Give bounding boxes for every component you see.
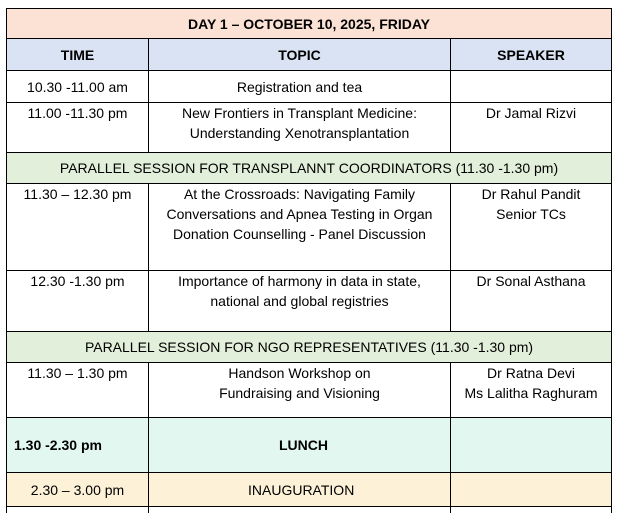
column-header-row (7, 39, 612, 71)
session-time: 12.30 -1.30 pm (7, 271, 149, 332)
parallel-session-header (7, 332, 612, 363)
col-time-header: TIME (7, 39, 149, 71)
topic-line: New Frontiers in Transplant Medicine: (182, 105, 417, 121)
session-time: 11.30 – 1.30 pm (7, 363, 149, 418)
session-topic (149, 363, 451, 418)
table-row (7, 363, 612, 418)
table-row (7, 271, 612, 332)
inauguration-time: 2.30 – 3.00 pm (7, 473, 149, 507)
lunch-label: LUNCH (149, 418, 451, 473)
topic-line: Handson Workshop on (228, 365, 371, 381)
session-topic (149, 103, 451, 153)
session-speaker (451, 363, 612, 418)
table-row-partial (7, 507, 612, 513)
table-row (7, 184, 612, 271)
table-row (7, 103, 612, 153)
lunch-time: 1.30 -2.30 pm (7, 418, 149, 473)
topic-line: Understanding Xenotransplantation (189, 125, 410, 141)
inauguration-speaker (451, 473, 612, 507)
session-time: 11.00 -11.30 pm (7, 103, 149, 153)
speaker-line: Dr Jamal Rizvi (485, 105, 577, 121)
parallel-session-title: PARALLEL SESSION FOR TRANSPLANNT COORDINATORS (11.30 -1.30 pm) (7, 153, 612, 184)
topic-line: Fundraising and Visioning (219, 385, 380, 401)
col-speaker-header: SPEAKER (451, 39, 612, 71)
lunch-speaker (451, 418, 612, 473)
inauguration-label: INAUGURATION (149, 473, 451, 507)
day-header: DAY 1 – OCTOBER 10, 2025, FRIDAY (7, 9, 612, 39)
session-time: 10.30 -11.00 am (7, 71, 149, 103)
topic-line: Importance of harmony in data in state, (178, 273, 421, 289)
session-topic (149, 271, 451, 332)
table-row (7, 71, 612, 103)
speaker-line: Dr Rahul Pandit (481, 186, 581, 202)
session-speaker (451, 184, 612, 271)
session-topic (149, 71, 451, 103)
session-time: 11.30 – 12.30 pm (7, 184, 149, 271)
session-topic (149, 184, 451, 271)
topic-line: Conversations and Apnea Testing in Organ (166, 206, 433, 222)
session-speaker (451, 271, 612, 332)
topic-line: At the Crossroads: Navigating Family (183, 186, 416, 202)
parallel-session-title: PARALLEL SESSION FOR NGO REPRESENTATIVES (11.30 -1.30 pm) (7, 332, 612, 363)
topic-line: Registration and tea (236, 78, 363, 95)
topic-line: Donation Counselling - Panel Discussion (173, 226, 426, 242)
parallel-session-header (7, 153, 612, 184)
day-header-row (7, 9, 612, 39)
session-speaker (451, 103, 612, 153)
speaker-line: Dr Ratna Devi (487, 365, 575, 381)
schedule-table (6, 8, 612, 513)
speaker-line: Senior TCs (496, 206, 566, 222)
inauguration-row (7, 473, 612, 507)
speaker-line: Dr Sonal Asthana (476, 273, 586, 289)
col-topic-header: TOPIC (149, 39, 451, 71)
topic-line: national and global registries (210, 293, 389, 309)
lunch-row (7, 418, 612, 473)
speaker-line: Ms Lalitha Raghuram (464, 385, 598, 401)
session-speaker (451, 71, 612, 103)
